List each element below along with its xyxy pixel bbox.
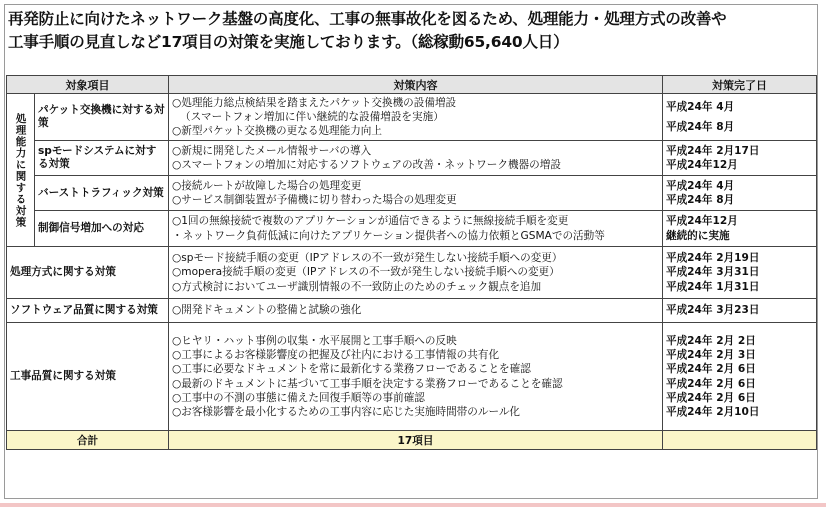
date-line: 平成24年 8月 bbox=[666, 121, 735, 133]
content-cell bbox=[169, 247, 663, 299]
date-line: 平成24年 3月23日 bbox=[666, 304, 760, 317]
content-line: ○spモード接続手順の変更（IPアドレスの不一致が発生しない接続手順への変更） bbox=[172, 252, 563, 265]
category-cell: バーストトラフィック対策 bbox=[35, 176, 169, 211]
date-line: 平成24年 2月 6日 bbox=[666, 377, 756, 390]
date-cell bbox=[663, 299, 817, 323]
total-row bbox=[7, 431, 817, 450]
headline-line-2: 工事手順の見直しなど17項目の対策を実施しております。（総稼動65,640人日） bbox=[8, 33, 569, 51]
content-cell bbox=[169, 323, 663, 431]
date-cell bbox=[663, 141, 817, 176]
content-line: ○1回の無線接続で複数のアプリケーションが通信できるように無線接続手順を変更 bbox=[172, 215, 569, 228]
content-line: ○新規に開発したメール情報サーバの導入 bbox=[172, 144, 372, 157]
content-line: ○スマートフォンの増加に対応するソフトウェアの改善・ネットワーク機器の増設 bbox=[172, 159, 561, 171]
content-line: ・ネットワーク負荷低減に向けたアプリケーション提供者への協力依頼とGSMAでの活動等 bbox=[172, 229, 605, 242]
content-line: ○工事に必要なドキュメントを常に最新化する業務フローであることを確認 bbox=[172, 363, 531, 376]
date-cell bbox=[663, 94, 817, 141]
category-cell: spモードシステムに対する対策 bbox=[35, 141, 169, 176]
date-line: 継続的に実施 bbox=[666, 229, 730, 242]
header-target: 対象項目 bbox=[7, 76, 169, 94]
table-header-row bbox=[7, 76, 817, 94]
content-line: ○最新のドキュメントに基づいて工事手順を決定する業務フローであることを確認 bbox=[172, 377, 563, 390]
content-line: （スマートフォン増加に伴い継続的な設備増設を実施） bbox=[180, 110, 444, 123]
date-line: 平成24年 4月 bbox=[666, 100, 735, 113]
date-line: 平成24年12月 bbox=[666, 215, 738, 228]
headline bbox=[8, 8, 816, 54]
table-row bbox=[7, 176, 817, 211]
date-line: 平成24年 3月31日 bbox=[666, 266, 760, 279]
table-row bbox=[7, 299, 817, 323]
content-line: ○工事によるお客様影響度の把握及び社内における工事情報の共有化 bbox=[172, 349, 500, 362]
date-line: 平成24年12月 bbox=[666, 159, 738, 171]
group-label: 処理能力に関する対策 bbox=[14, 112, 27, 228]
countermeasure-table bbox=[6, 75, 817, 450]
date-line: 平成24年 8月 bbox=[666, 194, 735, 206]
date-line: 平成24年 2月17日 bbox=[666, 144, 760, 157]
header-content: 対策内容 bbox=[169, 76, 663, 94]
total-empty bbox=[663, 431, 817, 450]
content-line: ○新型パケット交換機の更なる処理能力向上 bbox=[172, 125, 382, 138]
date-line: 平成24年 2月 2日 bbox=[666, 334, 756, 347]
header-date: 対策完了日 bbox=[663, 76, 817, 94]
category-cell: パケット交換機に対する対策 bbox=[35, 94, 169, 141]
bottom-accent bbox=[0, 503, 826, 507]
group-processing-capacity bbox=[7, 94, 35, 247]
category-cell: 工事品質に関する対策 bbox=[7, 323, 169, 431]
total-value: 17項目 bbox=[169, 431, 663, 450]
content-line: ○お客様影響を最小化するための工事内容に応じた実施時間帯のルール化 bbox=[172, 405, 521, 418]
content-cell bbox=[169, 94, 663, 141]
category-cell: ソフトウェア品質に関する対策 bbox=[7, 299, 169, 323]
content-line: ○工事中の不測の事態に備えた回復手順等の事前確認 bbox=[172, 391, 425, 404]
date-line: 平成24年 4月 bbox=[666, 179, 735, 192]
content-line: ○サービス制御装置が予備機に切り替わった場合の処理変更 bbox=[172, 194, 457, 206]
table-row bbox=[7, 141, 817, 176]
table-row bbox=[7, 247, 817, 299]
category-cell: 制御信号増加への対応 bbox=[35, 211, 169, 247]
table-row bbox=[7, 94, 817, 141]
content-line: ○開発ドキュメントの整備と試験の強化 bbox=[172, 304, 362, 317]
content-cell bbox=[169, 141, 663, 176]
content-cell bbox=[169, 211, 663, 247]
headline-line-1: 再発防止に向けたネットワーク基盤の高度化、工事の無事故化を図るため、処理能力・処理方式の改善や bbox=[8, 10, 727, 28]
date-line: 平成24年 2月 3日 bbox=[666, 349, 756, 362]
table-row bbox=[7, 323, 817, 431]
content-cell bbox=[169, 176, 663, 211]
date-line: 平成24年 2月 6日 bbox=[666, 391, 756, 404]
date-cell bbox=[663, 323, 817, 431]
content-line: ○処理能力総点検結果を踏まえたパケット交換機の設備増設 bbox=[172, 96, 457, 109]
content-line: ○接続ルートが故障した場合の処理変更 bbox=[172, 179, 362, 192]
date-line: 平成24年 2月19日 bbox=[666, 252, 760, 265]
date-cell bbox=[663, 211, 817, 247]
total-label: 合計 bbox=[7, 431, 169, 450]
table-row bbox=[7, 211, 817, 247]
date-line: 平成24年 2月 6日 bbox=[666, 363, 756, 376]
content-line: ○mopera接続手順の変更（IPアドレスの不一致が発生しない接続手順への変更） bbox=[172, 266, 560, 279]
content-line: ○ヒヤリ・ハット事例の収集・水平展開と工事手順への反映 bbox=[172, 334, 457, 347]
date-cell bbox=[663, 247, 817, 299]
category-cell: 処理方式に関する対策 bbox=[7, 247, 169, 299]
content-cell bbox=[169, 299, 663, 323]
date-line: 平成24年 1月31日 bbox=[666, 280, 760, 293]
date-cell bbox=[663, 176, 817, 211]
date-line: 平成24年 2月10日 bbox=[666, 405, 760, 418]
content-line: ○方式検討においてユーザ識別情報の不一致防止のためのチェック観点を追加 bbox=[172, 280, 542, 293]
